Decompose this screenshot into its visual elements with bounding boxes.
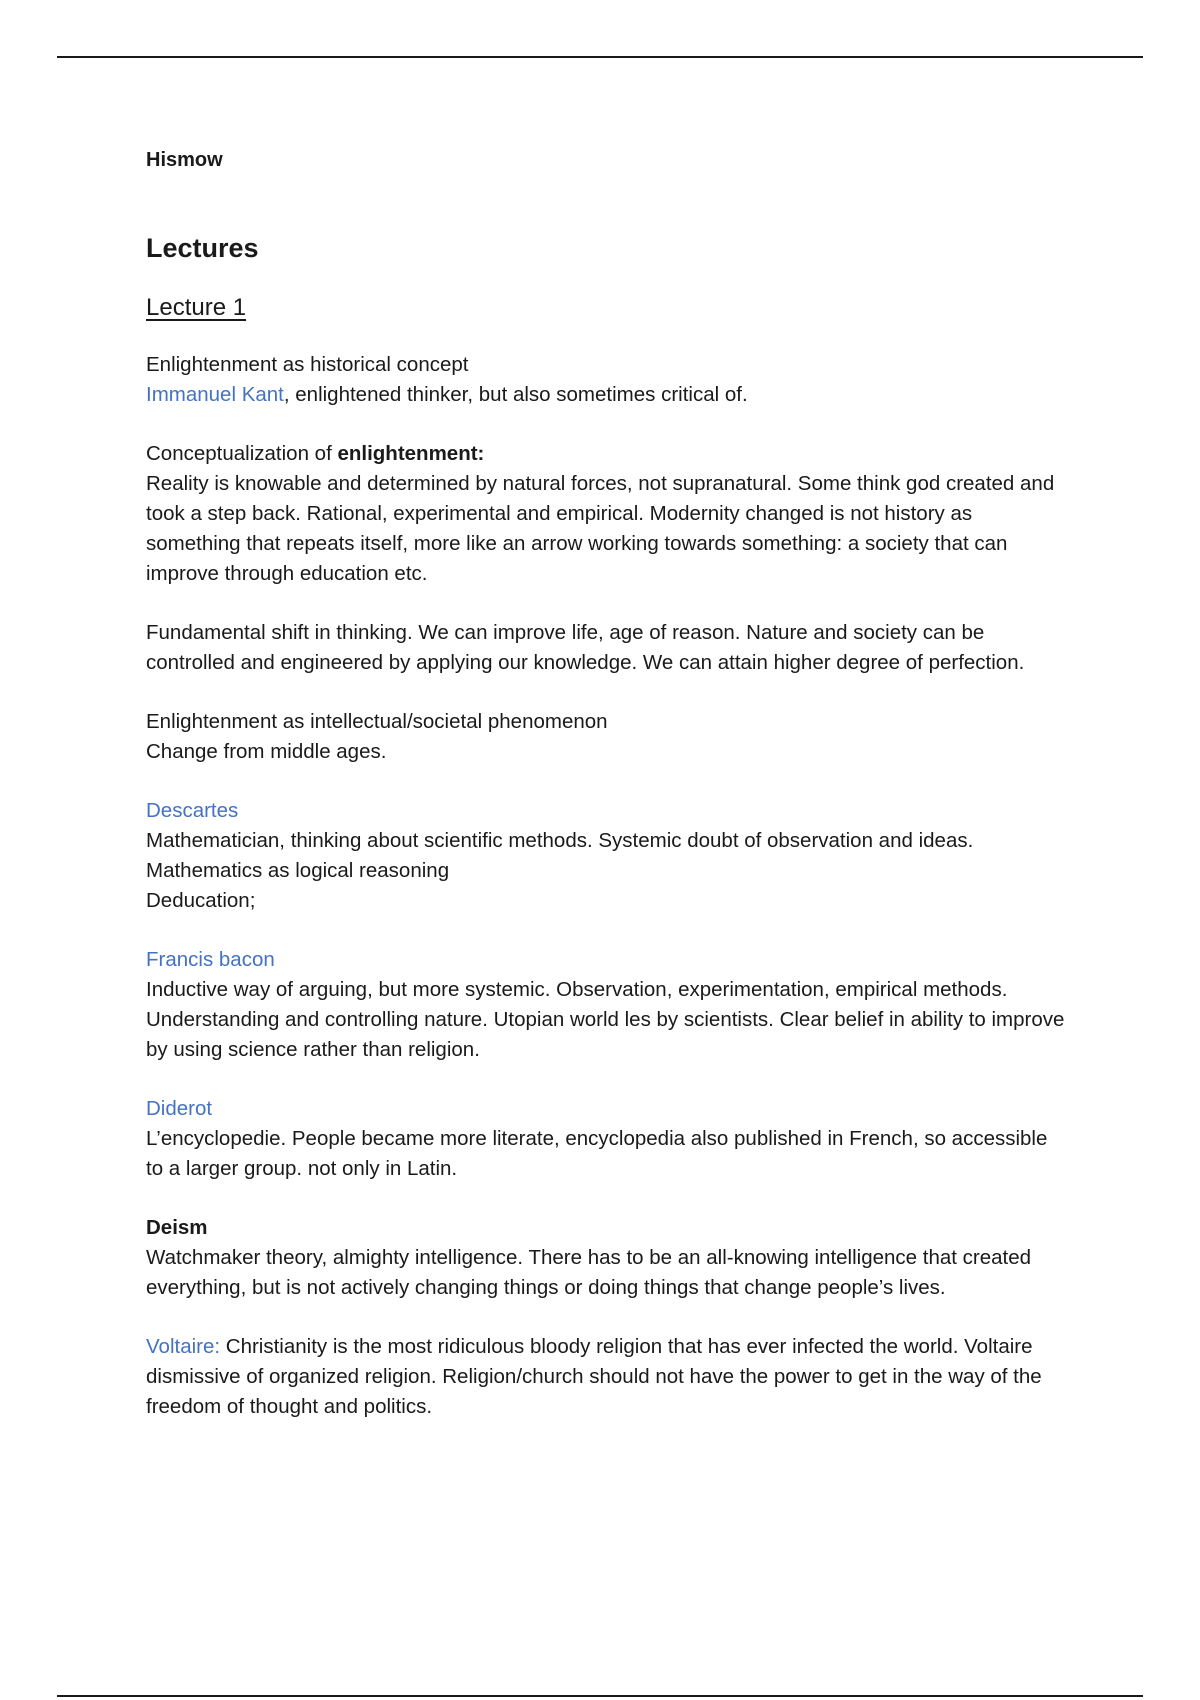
paragraph-block — [146, 1332, 1066, 1422]
person-name-link[interactable]: Voltaire: — [146, 1335, 221, 1358]
paragraph-block — [146, 707, 1066, 767]
lecture-heading: Lecture 1 — [146, 294, 247, 321]
paragraph-block — [146, 618, 1066, 678]
text-line: Mathematician, thinking about scientific methods. Systemic doubt of observation and ideas. — [146, 829, 974, 852]
text-line: Immanuel Kant, enlightened thinker, but also sometimes critical of. — [146, 383, 748, 406]
text-line: Enlightenment as intellectual/societal phenomenon — [146, 710, 608, 733]
person-name-link[interactable]: Immanuel Kant — [146, 383, 284, 406]
text-line: Voltaire: Christianity is the most ridiculous bloody religion that has ever infected the world. Voltaire dismissive of organized religion. Religion/church should not have the power to get in the way of the freedom of thought and politics. — [146, 1335, 1042, 1418]
paragraph-block — [146, 945, 1066, 1065]
text-line: Change from middle ages. — [146, 740, 387, 763]
paragraph-block — [146, 439, 1066, 589]
document-body — [146, 146, 1066, 1451]
header-rule — [57, 56, 1143, 58]
text-line: Deducation; — [146, 889, 256, 912]
section-heading: Lectures — [146, 233, 259, 263]
text-line: Conceptualization of enlightenment: — [146, 442, 485, 465]
text-line: Mathematics as logical reasoning — [146, 859, 450, 882]
paragraph-block — [146, 1094, 1066, 1184]
text-line: Watchmaker theory, almighty intelligence. There has to be an all-knowing intelligence that created everything, but is not actively changing things or doing things that change people’s lives. — [146, 1246, 1032, 1299]
footer-rule — [57, 1695, 1143, 1697]
paragraph-block — [146, 1213, 1066, 1303]
paragraph-block — [146, 796, 1066, 916]
paragraph-block — [146, 350, 1066, 410]
person-name-link[interactable]: Descartes — [146, 799, 239, 822]
person-name-link[interactable]: Francis bacon — [146, 948, 275, 971]
topic-heading: Deism — [146, 1216, 208, 1239]
text-line: Reality is knowable and determined by natural forces, not supranatural. Some think god created and took a step back. Rational, experimental and empirical. Modernity changed is not history as something that repeats itself, more like an arrow working towards something: a society that can improve through education etc. — [146, 472, 1055, 585]
text-line: Inductive way of arguing, but more systemic. Observation, experimentation, empirical methods. Understanding and controlling nature. Utopian world les by scientists. Clear belief in ability to improve by using science rather than religion. — [146, 978, 1065, 1061]
document-title: Hismow — [146, 149, 223, 171]
person-name-link[interactable]: Diderot — [146, 1097, 213, 1120]
text-line: Enlightenment as historical concept — [146, 353, 469, 376]
text-line: L’encyclopedie. People became more literate, encyclopedia also published in French, so accessible to a larger group. not only in Latin. — [146, 1127, 1048, 1180]
text-line: Fundamental shift in thinking. We can improve life, age of reason. Nature and society can be controlled and engineered by applying our knowledge. We can attain higher degree of perfection. — [146, 621, 1025, 674]
